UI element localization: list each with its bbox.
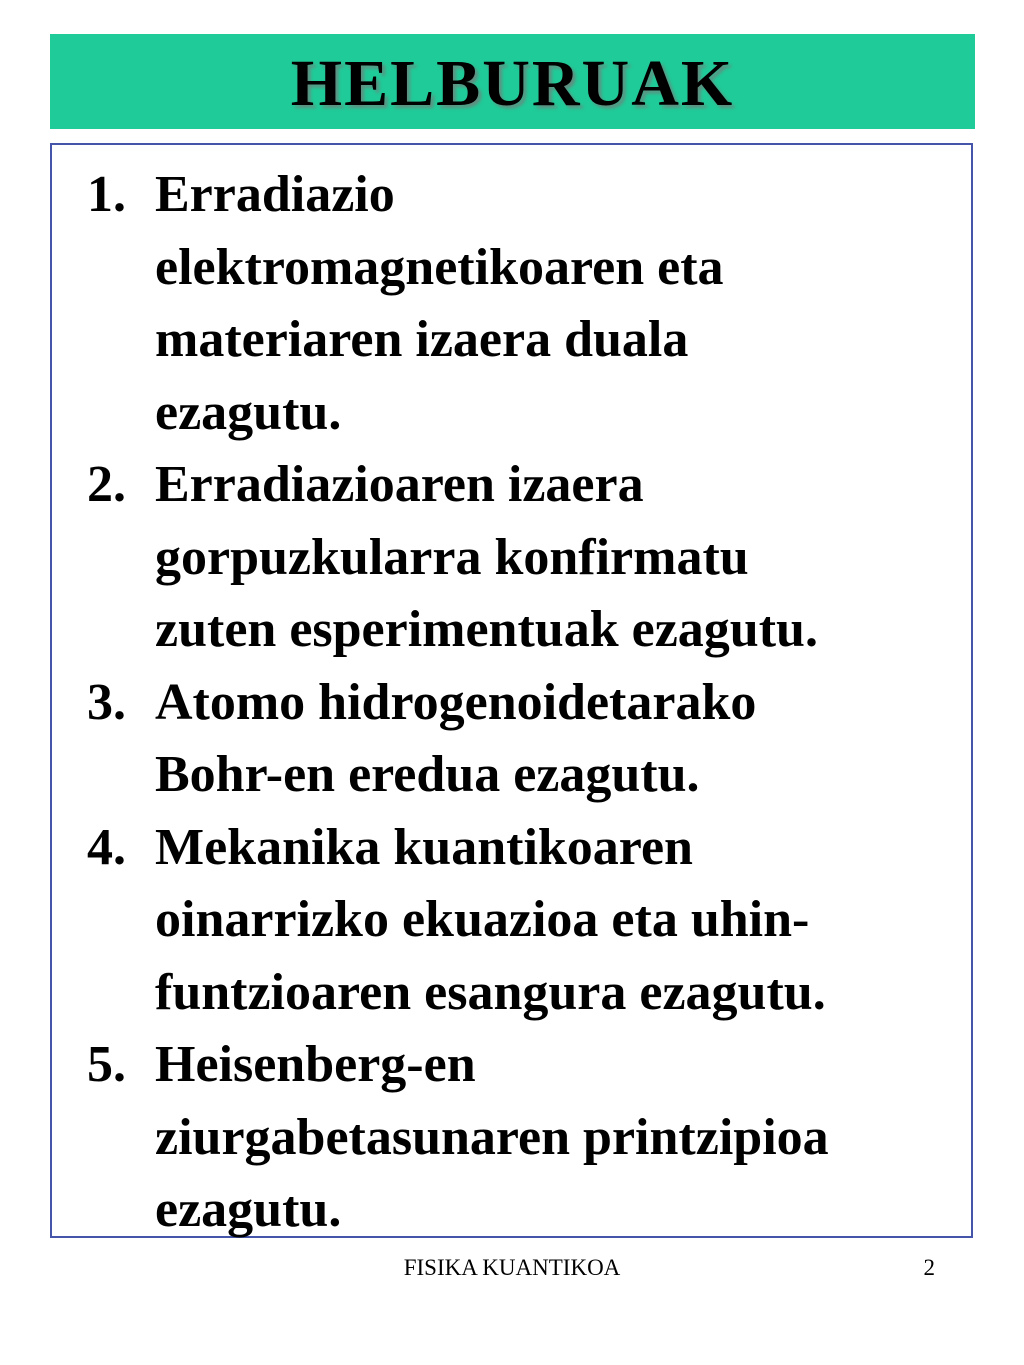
objective-item [52, 159, 955, 449]
objective-line: materiaren izaera duala [155, 311, 689, 368]
objective-line: gorpuzkularra konfirmatu [155, 528, 749, 586]
objective-line: Bohr-en eredua ezagutu. [155, 746, 700, 803]
page-number: 2 [923, 1255, 935, 1280]
objective-line: Mekanika kuantikoaren [155, 818, 693, 876]
objectives-list [52, 159, 955, 1247]
objective-line: ziurgabetasunaren printzipioa [155, 1108, 829, 1166]
objective-line: oinarrizko ekuazioa eta uhin- [155, 891, 810, 948]
objective-number: 1. [87, 166, 126, 223]
objective-line: ezagutu. [155, 383, 342, 441]
objective-line: elektromagnetikoaren eta [155, 238, 724, 296]
slide-title: HELBURUAK [290, 46, 735, 120]
objective-number: 4. [87, 818, 126, 876]
objective-item [52, 667, 955, 812]
objective-number: 2. [87, 456, 126, 513]
objective-number: 5. [87, 1036, 126, 1093]
objective-line: Atomo hidrogenoidetarako [155, 673, 757, 731]
objective-line: zuten esperimentuak ezagutu. [155, 601, 818, 658]
objective-item [52, 812, 955, 1030]
objectives-box [50, 143, 973, 1238]
objective-line: Erradiazio [155, 166, 395, 223]
objective-item [52, 449, 955, 667]
objective-item [52, 1029, 955, 1247]
objective-line: Heisenberg-en [155, 1036, 476, 1093]
footer-label: FISIKA KUANTIKOA [403, 1255, 621, 1280]
objective-line: Erradiazioaren izaera [155, 456, 644, 513]
objective-line: ezagutu. [155, 1181, 342, 1238]
objective-number: 3. [87, 673, 126, 731]
title-bar [50, 34, 975, 129]
objective-line: funtzioaren esangura ezagutu. [155, 963, 826, 1021]
